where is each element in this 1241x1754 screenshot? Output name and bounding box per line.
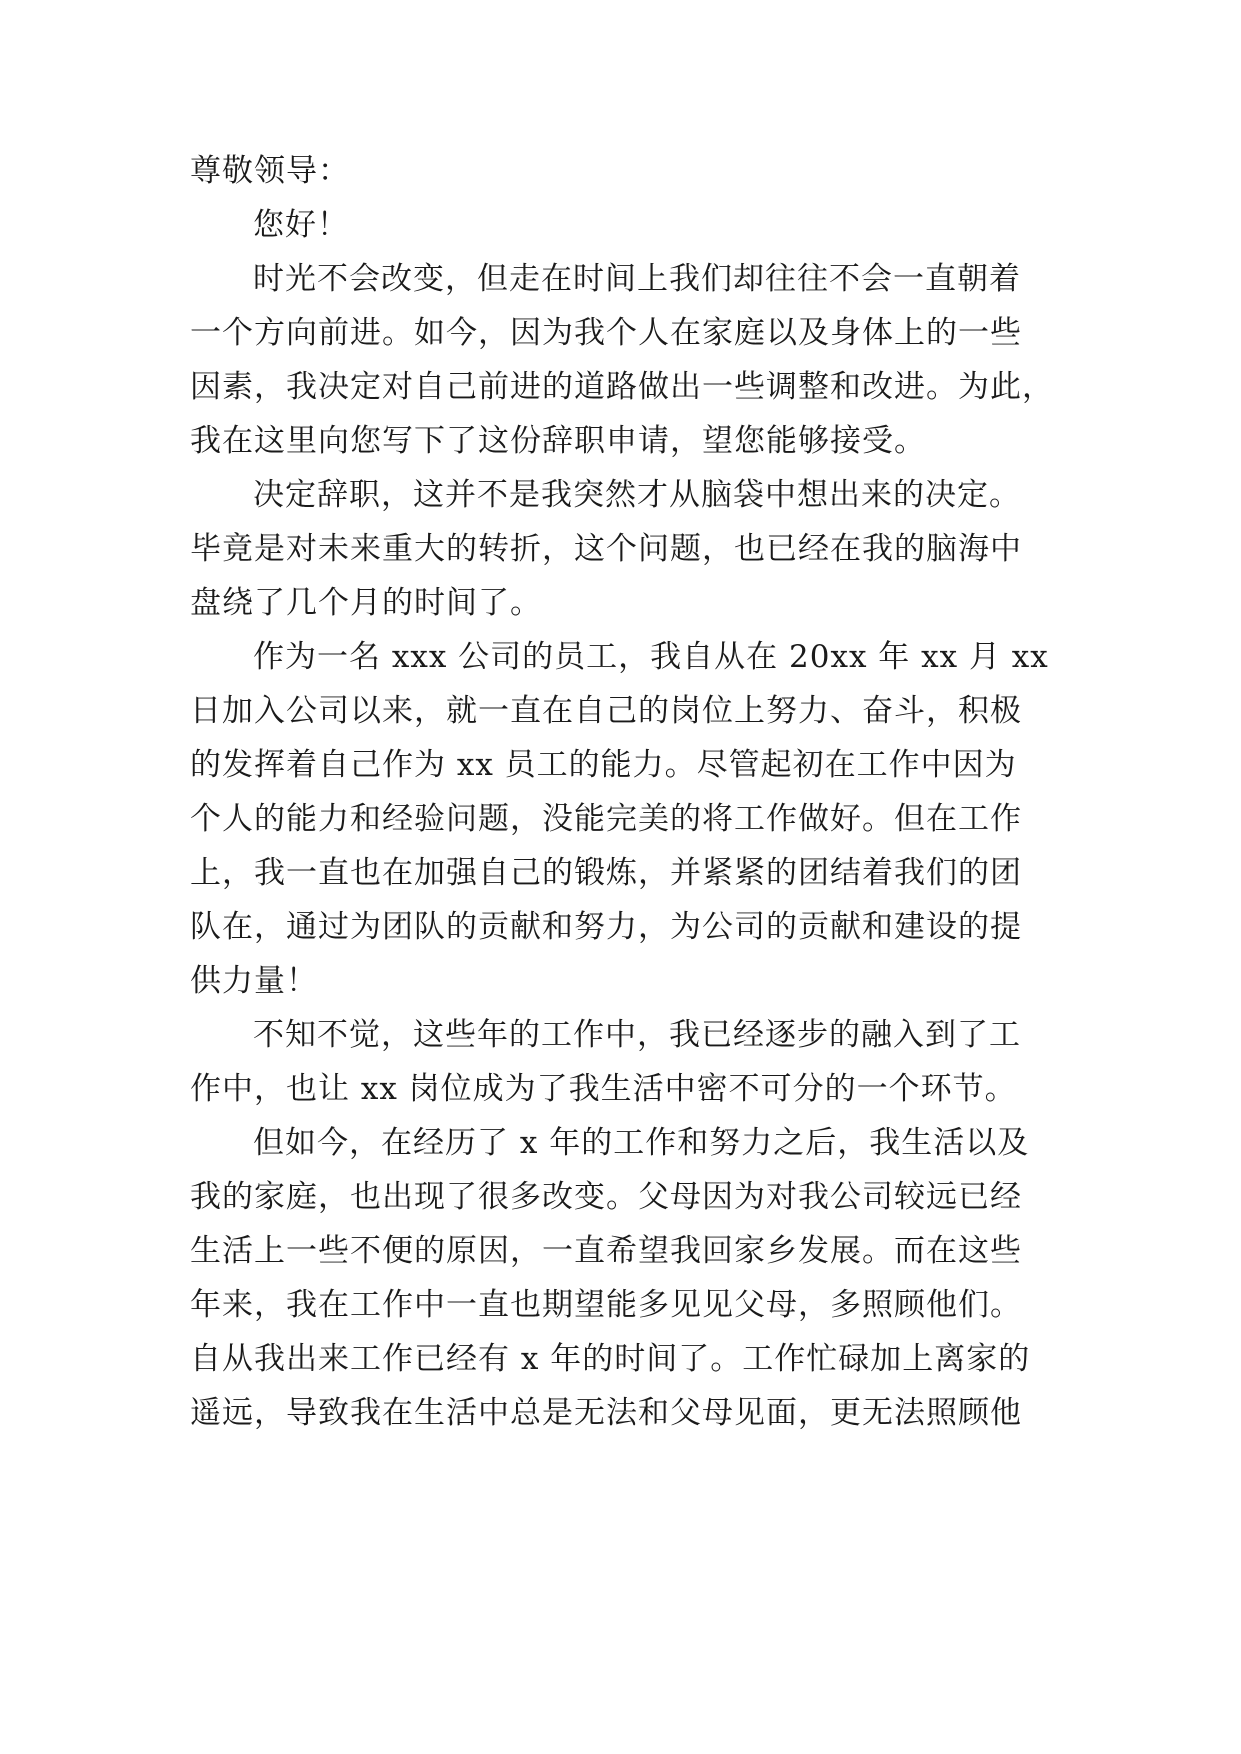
- paragraph-1-line-3: 因素，我决定对自己前进的道路做出一些调整和改进。为此，: [190, 369, 1054, 405]
- paragraph-5-line-6: 遥远，导致我在生活中总是无法和父母见面，更无法照顾他: [190, 1395, 1022, 1431]
- paragraph-2-line-1: 决定辞职，这并不是我突然才从脑袋中想出来的决定。: [253, 477, 1021, 513]
- paragraph-5-line-1: 但如今，在经历了 x 年的工作和努力之后，我生活以及: [253, 1125, 1030, 1161]
- paragraph-2-line-3: 盘绕了几个月的时间了。: [190, 585, 542, 621]
- paragraph-3-line-5: 上，我一直也在加强自己的锻炼，并紧紧的团结着我们的团: [190, 855, 1022, 891]
- paragraph-5-line-4: 年来，我在工作中一直也期望能多见见父母，多照顾他们。: [190, 1287, 1022, 1323]
- paragraph-4-line-1: 不知不觉，这些年的工作中，我已经逐步的融入到了工: [253, 1017, 1021, 1053]
- paragraph-1-line-1: 时光不会改变，但走在时间上我们却往往不会一直朝着: [253, 261, 1021, 297]
- paragraph-1-line-2: 一个方向前进。如今，因为我个人在家庭以及身体上的一些: [190, 315, 1022, 351]
- paragraph-3-line-6: 队在，通过为团队的贡献和努力，为公司的贡献和建设的提: [190, 909, 1022, 945]
- greeting: 您好！: [253, 207, 349, 243]
- paragraph-3-line-4: 个人的能力和经验问题，没能完美的将工作做好。但在工作: [190, 801, 1022, 837]
- paragraph-2-line-2: 毕竟是对未来重大的转折，这个问题，也已经在我的脑海中: [190, 531, 1022, 567]
- paragraph-5-line-5: 自从我出来工作已经有 x 年的时间了。工作忙碌加上离家的: [190, 1341, 1031, 1377]
- salutation: 尊敬领导：: [190, 153, 350, 189]
- paragraph-3-line-7: 供力量！: [190, 963, 318, 999]
- paragraph-3-line-1: 作为一名 xxx 公司的员工，我自从在 20xx 年 xx 月 xx: [253, 639, 1049, 675]
- paragraph-1-line-4: 我在这里向您写下了这份辞职申请，望您能够接受。: [190, 423, 926, 459]
- paragraph-5-line-2: 我的家庭，也出现了很多改变。父母因为对我公司较远已经: [190, 1179, 1022, 1215]
- paragraph-3-line-3: 的发挥着自己作为 xx 员工的能力。尽管起初在工作中因为: [190, 747, 1017, 783]
- paragraph-3-line-2: 日加入公司以来，就一直在自己的岗位上努力、奋斗，积极: [190, 693, 1022, 729]
- paragraph-4-line-2: 作中，也让 xx 岗位成为了我生活中密不可分的一个环节。: [190, 1071, 1017, 1107]
- paragraph-5-line-3: 生活上一些不便的原因，一直希望我回家乡发展。而在这些: [190, 1233, 1022, 1269]
